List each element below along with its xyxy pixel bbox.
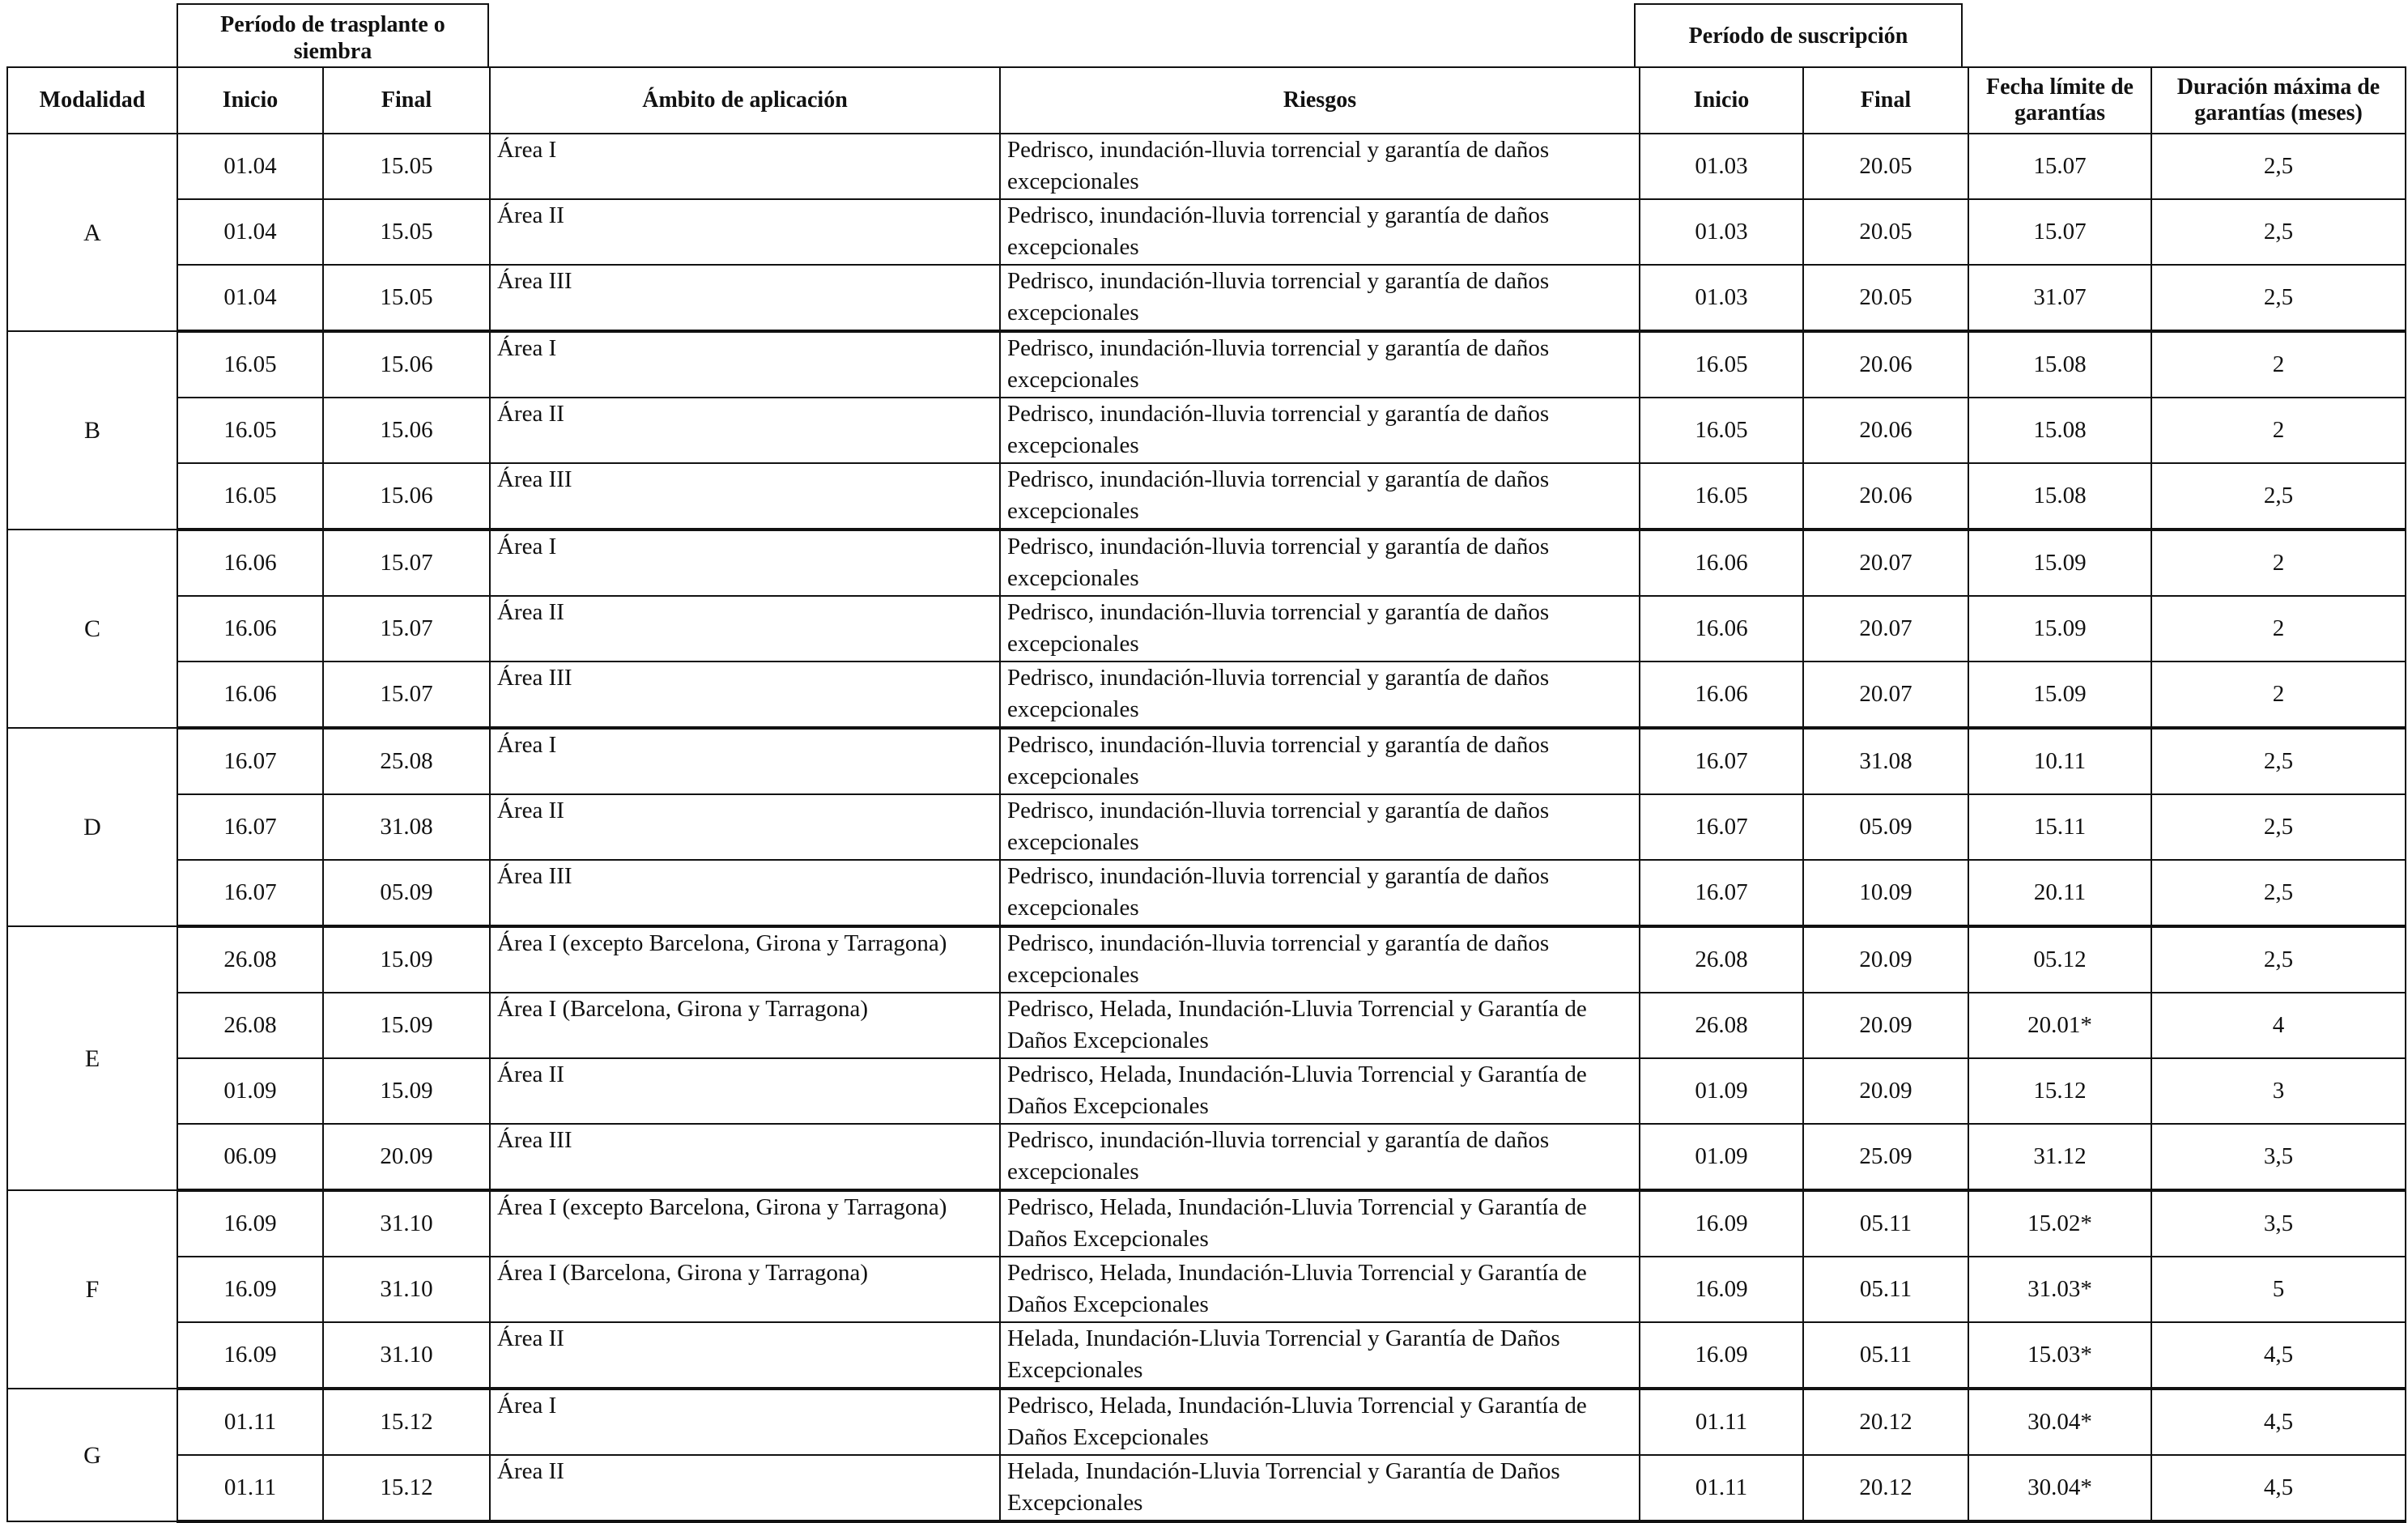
- cell-sus-final: 10.09: [1803, 860, 1968, 926]
- cell-sus-final: 20.09: [1803, 993, 1968, 1058]
- cell-inicio: 26.08: [177, 926, 323, 993]
- cell-riesgos: Helada, Inundación-Lluvia Torrencial y Garantía de Daños Excepcionales: [1000, 1455, 1640, 1521]
- cell-inicio: 16.09: [177, 1190, 323, 1257]
- group-header-suscripcion: Período de suscripción: [1634, 3, 1963, 66]
- cell-inicio: 26.08: [177, 993, 323, 1058]
- cell-sus-final: 20.09: [1803, 926, 1968, 993]
- cell-sus-final: 20.06: [1803, 463, 1968, 530]
- cell-final: 31.10: [323, 1257, 490, 1322]
- cell-ambito: Área II: [490, 596, 1000, 662]
- cell-riesgos: Pedrisco, inundación-lluvia torrencial y garantía de daños excepcionales: [1000, 134, 1640, 199]
- cell-duracion: 2,5: [2151, 860, 2406, 926]
- cell-riesgos: Pedrisco, Helada, Inundación-Lluvia Torrencial y Garantía de Daños Excepcionales: [1000, 1389, 1640, 1455]
- cell-final: 15.09: [323, 926, 490, 993]
- cell-inicio: 01.04: [177, 199, 323, 265]
- group-header-trasplante: Período de trasplante o siembra: [177, 3, 489, 66]
- table-row: [7, 993, 2406, 1058]
- table-row: [7, 1124, 2406, 1190]
- cell-ambito: Área II: [490, 199, 1000, 265]
- table-row: [7, 199, 2406, 265]
- cell-fecha-limite: 15.03*: [1968, 1322, 2151, 1389]
- cell-riesgos: Pedrisco, inundación-lluvia torrencial y garantía de daños excepcionales: [1000, 794, 1640, 860]
- cell-ambito: Área II: [490, 398, 1000, 463]
- table-row: [7, 794, 2406, 860]
- cell-duracion: 4,5: [2151, 1322, 2406, 1389]
- col-header-inicio: Inicio: [177, 67, 323, 134]
- cell-fecha-limite: 31.12: [1968, 1124, 2151, 1190]
- table-row: [7, 134, 2406, 199]
- cell-inicio: 16.05: [177, 331, 323, 398]
- cell-sus-inicio: 01.03: [1640, 134, 1803, 199]
- cell-ambito: Área I (excepto Barcelona, Girona y Tarragona): [490, 1190, 1000, 1257]
- cell-fecha-limite: 15.12: [1968, 1058, 2151, 1124]
- cell-fecha-limite: 15.09: [1968, 662, 2151, 728]
- cell-sus-inicio: 16.05: [1640, 331, 1803, 398]
- table-row: [7, 1257, 2406, 1322]
- cell-sus-final: 05.11: [1803, 1322, 1968, 1389]
- cell-inicio: 16.05: [177, 398, 323, 463]
- cell-final: 15.12: [323, 1455, 490, 1521]
- table-row: [7, 596, 2406, 662]
- cell-fecha-limite: 15.08: [1968, 463, 2151, 530]
- cell-final: 31.08: [323, 794, 490, 860]
- cell-riesgos: Pedrisco, Helada, Inundación-Lluvia Torrencial y Garantía de Daños Excepcionales: [1000, 1190, 1640, 1257]
- cell-riesgos: Pedrisco, Helada, Inundación-Lluvia Torrencial y Garantía de Daños Excepcionales: [1000, 1058, 1640, 1124]
- table-row: [7, 331, 2406, 398]
- cell-sus-inicio: 26.08: [1640, 926, 1803, 993]
- cell-sus-inicio: 01.11: [1640, 1389, 1803, 1455]
- cell-duracion: 3: [2151, 1058, 2406, 1124]
- col-header-sus-final: Final: [1803, 67, 1968, 134]
- cell-sus-inicio: 16.06: [1640, 662, 1803, 728]
- cell-inicio: 16.06: [177, 530, 323, 596]
- cell-modalidad: C: [7, 530, 177, 728]
- cell-sus-final: 05.11: [1803, 1257, 1968, 1322]
- cell-ambito: Área I (Barcelona, Girona y Tarragona): [490, 1257, 1000, 1322]
- cell-inicio: 16.09: [177, 1322, 323, 1389]
- cell-duracion: 3,5: [2151, 1190, 2406, 1257]
- cell-final: 15.07: [323, 662, 490, 728]
- cell-ambito: Área I (Barcelona, Girona y Tarragona): [490, 993, 1000, 1058]
- cell-riesgos: Pedrisco, Helada, Inundación-Lluvia Torrencial y Garantía de Daños Excepcionales: [1000, 1257, 1640, 1322]
- cell-sus-final: 20.12: [1803, 1455, 1968, 1521]
- cell-sus-inicio: 01.11: [1640, 1455, 1803, 1521]
- cell-riesgos: Pedrisco, inundación-lluvia torrencial y garantía de daños excepcionales: [1000, 199, 1640, 265]
- cell-riesgos: Pedrisco, inundación-lluvia torrencial y garantía de daños excepcionales: [1000, 860, 1640, 926]
- cell-sus-final: 20.07: [1803, 596, 1968, 662]
- cell-modalidad: G: [7, 1389, 177, 1521]
- group-header-row: [0, 3, 2408, 68]
- cell-final: 15.05: [323, 134, 490, 199]
- cell-final: 15.05: [323, 265, 490, 331]
- cell-sus-inicio: 16.09: [1640, 1190, 1803, 1257]
- cell-duracion: 2,5: [2151, 134, 2406, 199]
- cell-final: 25.08: [323, 728, 490, 794]
- table-row: [7, 662, 2406, 728]
- column-header-row: [7, 67, 2406, 134]
- table-row: [7, 1322, 2406, 1389]
- cell-fecha-limite: 15.07: [1968, 199, 2151, 265]
- cell-riesgos: Helada, Inundación-Lluvia Torrencial y Garantía de Daños Excepcionales: [1000, 1322, 1640, 1389]
- cell-duracion: 2,5: [2151, 463, 2406, 530]
- col-header-fecha-limite: Fecha límite de garantías: [1968, 67, 2151, 134]
- cell-inicio: 16.07: [177, 728, 323, 794]
- cell-duracion: 2,5: [2151, 794, 2406, 860]
- cell-sus-final: 20.12: [1803, 1389, 1968, 1455]
- cell-duracion: 5: [2151, 1257, 2406, 1322]
- cell-inicio: 16.06: [177, 662, 323, 728]
- cell-fecha-limite: 15.11: [1968, 794, 2151, 860]
- cell-sus-inicio: 16.09: [1640, 1257, 1803, 1322]
- cell-sus-inicio: 16.05: [1640, 398, 1803, 463]
- cell-sus-final: 31.08: [1803, 728, 1968, 794]
- cell-ambito: Área II: [490, 1058, 1000, 1124]
- table-row: [7, 1190, 2406, 1257]
- cell-fecha-limite: 15.08: [1968, 398, 2151, 463]
- cell-ambito: Área I: [490, 331, 1000, 398]
- cell-sus-inicio: 01.09: [1640, 1124, 1803, 1190]
- cell-modalidad: E: [7, 926, 177, 1190]
- cell-sus-final: 20.07: [1803, 662, 1968, 728]
- cell-riesgos: Pedrisco, inundación-lluvia torrencial y garantía de daños excepcionales: [1000, 530, 1640, 596]
- cell-ambito: Área I (excepto Barcelona, Girona y Tarragona): [490, 926, 1000, 993]
- cell-duracion: 4: [2151, 993, 2406, 1058]
- table-row: [7, 728, 2406, 794]
- cell-sus-inicio: 01.03: [1640, 199, 1803, 265]
- cell-sus-final: 05.11: [1803, 1190, 1968, 1257]
- cell-modalidad: D: [7, 728, 177, 926]
- col-header-modalidad: Modalidad: [7, 67, 177, 134]
- cell-sus-inicio: 16.07: [1640, 860, 1803, 926]
- cell-final: 15.06: [323, 398, 490, 463]
- cell-fecha-limite: 15.09: [1968, 530, 2151, 596]
- cell-sus-final: 20.06: [1803, 398, 1968, 463]
- table-row: [7, 530, 2406, 596]
- cell-ambito: Área III: [490, 463, 1000, 530]
- col-header-ambito: Ámbito de aplicación: [490, 67, 1000, 134]
- cell-ambito: Área I: [490, 530, 1000, 596]
- cell-duracion: 4,5: [2151, 1389, 2406, 1455]
- cell-final: 15.07: [323, 596, 490, 662]
- col-header-final: Final: [323, 67, 490, 134]
- cell-riesgos: Pedrisco, inundación-lluvia torrencial y garantía de daños excepcionales: [1000, 728, 1640, 794]
- col-header-duracion: Duración máxima de garantías (meses): [2151, 67, 2406, 134]
- table-row: [7, 463, 2406, 530]
- cell-inicio: 01.04: [177, 134, 323, 199]
- cell-riesgos: Pedrisco, inundación-lluvia torrencial y garantía de daños excepcionales: [1000, 463, 1640, 530]
- cell-ambito: Área III: [490, 662, 1000, 728]
- cell-duracion: 2,5: [2151, 926, 2406, 993]
- cell-final: 15.06: [323, 463, 490, 530]
- cell-duracion: 2,5: [2151, 265, 2406, 331]
- cell-sus-inicio: 16.07: [1640, 794, 1803, 860]
- col-header-sus-inicio: Inicio: [1640, 67, 1803, 134]
- table-row: [7, 1455, 2406, 1521]
- cell-inicio: 06.09: [177, 1124, 323, 1190]
- cell-riesgos: Pedrisco, inundación-lluvia torrencial y garantía de daños excepcionales: [1000, 596, 1640, 662]
- cell-inicio: 16.06: [177, 596, 323, 662]
- cell-fecha-limite: 05.12: [1968, 926, 2151, 993]
- cell-inicio: 01.09: [177, 1058, 323, 1124]
- cell-inicio: 16.05: [177, 463, 323, 530]
- cell-duracion: 2: [2151, 331, 2406, 398]
- col-header-riesgos: Riesgos: [1000, 67, 1640, 134]
- cell-sus-inicio: 26.08: [1640, 993, 1803, 1058]
- cell-ambito: Área I: [490, 134, 1000, 199]
- cell-sus-final: 05.09: [1803, 794, 1968, 860]
- cell-fecha-limite: 15.08: [1968, 331, 2151, 398]
- cell-fecha-limite: 31.03*: [1968, 1257, 2151, 1322]
- cell-riesgos: Pedrisco, inundación-lluvia torrencial y garantía de daños excepcionales: [1000, 926, 1640, 993]
- cell-sus-inicio: 16.07: [1640, 728, 1803, 794]
- cell-ambito: Área II: [490, 1455, 1000, 1521]
- cell-final: 31.10: [323, 1190, 490, 1257]
- cell-ambito: Área I: [490, 1389, 1000, 1455]
- cell-fecha-limite: 15.07: [1968, 134, 2151, 199]
- cell-sus-final: 25.09: [1803, 1124, 1968, 1190]
- cell-riesgos: Pedrisco, inundación-lluvia torrencial y garantía de daños excepcionales: [1000, 331, 1640, 398]
- cell-riesgos: Pedrisco, Helada, Inundación-Lluvia Torrencial y Garantía de Daños Excepcionales: [1000, 993, 1640, 1058]
- cell-sus-final: 20.06: [1803, 331, 1968, 398]
- cell-fecha-limite: 20.01*: [1968, 993, 2151, 1058]
- cell-modalidad: B: [7, 331, 177, 530]
- cell-final: 15.06: [323, 331, 490, 398]
- cell-final: 20.09: [323, 1124, 490, 1190]
- cell-sus-inicio: 16.05: [1640, 463, 1803, 530]
- cell-duracion: 2: [2151, 662, 2406, 728]
- cell-final: 15.09: [323, 993, 490, 1058]
- cell-duracion: 2,5: [2151, 728, 2406, 794]
- cell-ambito: Área III: [490, 1124, 1000, 1190]
- table-body: [7, 134, 2406, 1521]
- cell-duracion: 4,5: [2151, 1455, 2406, 1521]
- cell-ambito: Área II: [490, 1322, 1000, 1389]
- cell-final: 31.10: [323, 1322, 490, 1389]
- cell-fecha-limite: 30.04*: [1968, 1455, 2151, 1521]
- table-row: [7, 926, 2406, 993]
- table-row: [7, 1058, 2406, 1124]
- cell-sus-inicio: 01.03: [1640, 265, 1803, 331]
- cell-fecha-limite: 10.11: [1968, 728, 2151, 794]
- cell-fecha-limite: 31.07: [1968, 265, 2151, 331]
- cell-final: 15.09: [323, 1058, 490, 1124]
- cell-sus-inicio: 01.09: [1640, 1058, 1803, 1124]
- cell-final: 05.09: [323, 860, 490, 926]
- cell-fecha-limite: 15.02*: [1968, 1190, 2151, 1257]
- cell-sus-inicio: 16.09: [1640, 1322, 1803, 1389]
- cell-fecha-limite: 15.09: [1968, 596, 2151, 662]
- cell-duracion: 3,5: [2151, 1124, 2406, 1190]
- table-row: [7, 398, 2406, 463]
- cell-ambito: Área I: [490, 728, 1000, 794]
- cell-inicio: 16.07: [177, 794, 323, 860]
- cell-modalidad: A: [7, 134, 177, 331]
- cell-riesgos: Pedrisco, inundación-lluvia torrencial y garantía de daños excepcionales: [1000, 398, 1640, 463]
- cell-inicio: 16.09: [177, 1257, 323, 1322]
- cell-sus-final: 20.05: [1803, 265, 1968, 331]
- cell-duracion: 2: [2151, 398, 2406, 463]
- insurance-periods-table: [6, 66, 2406, 1523]
- cell-inicio: 01.11: [177, 1389, 323, 1455]
- cell-riesgos: Pedrisco, inundación-lluvia torrencial y garantía de daños excepcionales: [1000, 662, 1640, 728]
- cell-inicio: 16.07: [177, 860, 323, 926]
- cell-sus-inicio: 16.06: [1640, 530, 1803, 596]
- cell-riesgos: Pedrisco, inundación-lluvia torrencial y garantía de daños excepcionales: [1000, 265, 1640, 331]
- table-row: [7, 265, 2406, 331]
- cell-fecha-limite: 20.11: [1968, 860, 2151, 926]
- cell-final: 15.12: [323, 1389, 490, 1455]
- cell-sus-final: 20.05: [1803, 134, 1968, 199]
- cell-inicio: 01.11: [177, 1455, 323, 1521]
- table-row: [7, 1389, 2406, 1455]
- cell-sus-final: 20.07: [1803, 530, 1968, 596]
- cell-sus-inicio: 16.06: [1640, 596, 1803, 662]
- cell-fecha-limite: 30.04*: [1968, 1389, 2151, 1455]
- cell-final: 15.05: [323, 199, 490, 265]
- cell-duracion: 2,5: [2151, 199, 2406, 265]
- cell-ambito: Área III: [490, 860, 1000, 926]
- cell-riesgos: Pedrisco, inundación-lluvia torrencial y garantía de daños excepcionales: [1000, 1124, 1640, 1190]
- cell-duracion: 2: [2151, 596, 2406, 662]
- cell-modalidad: F: [7, 1190, 177, 1389]
- cell-sus-final: 20.09: [1803, 1058, 1968, 1124]
- cell-sus-final: 20.05: [1803, 199, 1968, 265]
- cell-ambito: Área II: [490, 794, 1000, 860]
- cell-ambito: Área III: [490, 265, 1000, 331]
- cell-final: 15.07: [323, 530, 490, 596]
- table-row: [7, 860, 2406, 926]
- cell-duracion: 2: [2151, 530, 2406, 596]
- cell-inicio: 01.04: [177, 265, 323, 331]
